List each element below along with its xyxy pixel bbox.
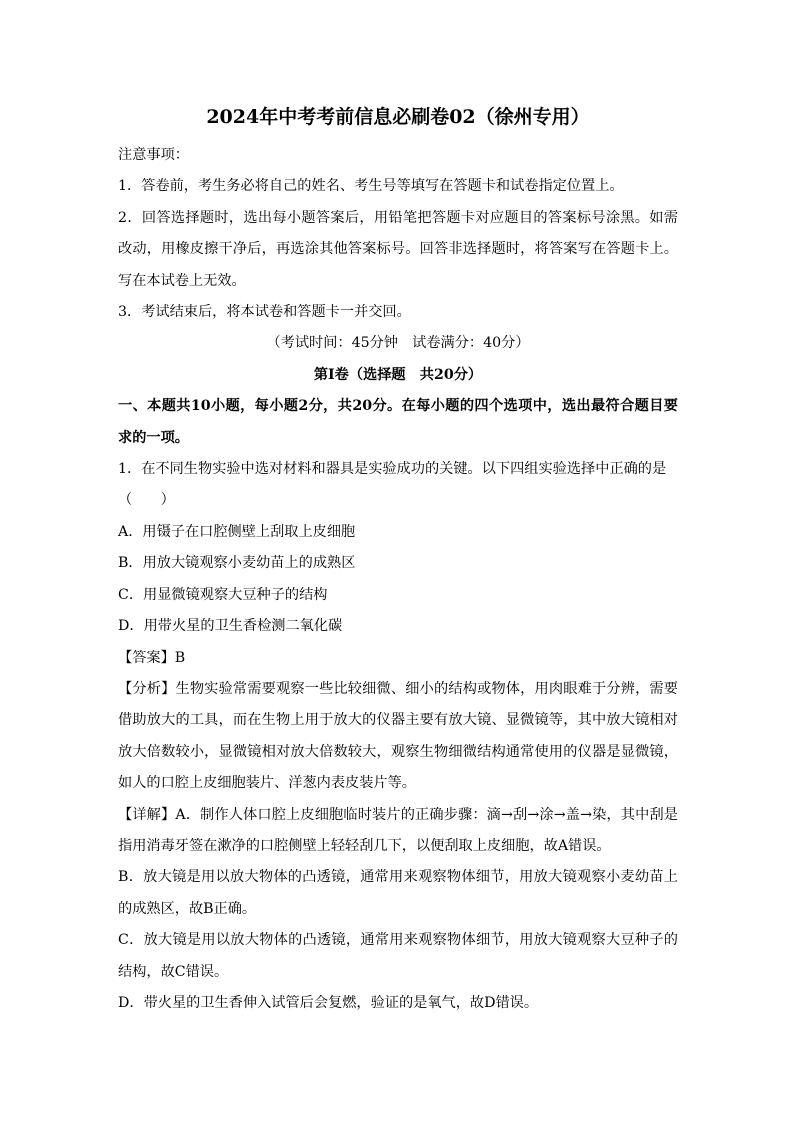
document-page xyxy=(118,98,678,1019)
notice-item: 1．答卷前，考生务必将自己的姓名、考生号等填写在答题卡和试卷指定位置上。 xyxy=(118,178,624,195)
exam-info: （考试时间：45分钟 试卷满分：40分） xyxy=(266,335,530,352)
notice-item: 3．考试结束后，将本试卷和答题卡一并交回。 xyxy=(118,304,411,321)
analysis: 【分析】生物实验常需要观察一些比较细微、细小的结构或物体，用肉眼难于分辨，需要借助放大的工具，而在生物上用于放大的仪器主要有放大镜、显微镜等，其中放大镜相对放大倍数较小，显微镜相对放大倍数较大，观察生物细微结构通常使用的仪器是显微镜，如人的口腔上皮细胞装片、洋葱内表皮装片等。 xyxy=(118,680,678,792)
section-instruction: 一、本题共10小题，每小题2分，共20分。在每小题的四个选项中，选出最符合题目要求的一项。 xyxy=(118,398,678,446)
option-b: B．用放大镜观察小麦幼苗上的成熟区 xyxy=(118,555,356,572)
question-stem: 1．在不同生物实验中选对材料和器具是实验成功的关键。以下四组实验选择中正确的是 xyxy=(118,461,667,478)
answer: 【答案】B xyxy=(118,649,186,666)
option-a: A．用镊子在口腔侧壁上刮取上皮细胞 xyxy=(118,523,356,540)
question-blank: （ ） xyxy=(118,492,175,509)
option-c: C．用显微镜观察大豆种子的结构 xyxy=(118,586,328,603)
notice-heading: 注意事项： xyxy=(118,147,189,163)
part-heading: 第Ⅰ卷（选择题 共20分） xyxy=(313,366,483,383)
option-d: D．用带火星的卫生香检测二氧化碳 xyxy=(118,618,343,635)
detail-b: B．放大镜是用以放大物体的凸透镜，通常用来观察物体细节，用放大镜观察小麦幼苗上的成熟区，故B正确。 xyxy=(118,869,678,917)
detail-c: C．放大镜是用以放大物体的凸透镜，通常用来观察物体细节，用放大镜观察大豆种子的结构，故C错误。 xyxy=(118,932,678,980)
detail-d: D．带火星的卫生香伸入试管后会复燃，验证的是氧气，故D错误。 xyxy=(118,994,539,1011)
detail-a: 【详解】A．制作人体口腔上皮细胞临时装片的正确步骤：滴→刮→涂→盖→染，其中刮是指用消毒牙签在漱净的口腔侧壁上轻轻刮几下，以便刮取上皮细胞，故A错误。 xyxy=(118,806,678,854)
notice-item: 2．回答选择题时，选出每小题答案后，用铅笔把答题卡对应题目的答案标号涂黑。如需改动，用橡皮擦干净后，再选涂其他答案标号。回答非选择题时，将答案写在答题卡上。写在本试卷上无效。 xyxy=(118,209,678,289)
document-title: 2024年中考考前信息必刷卷02（徐州专用） xyxy=(206,106,590,128)
